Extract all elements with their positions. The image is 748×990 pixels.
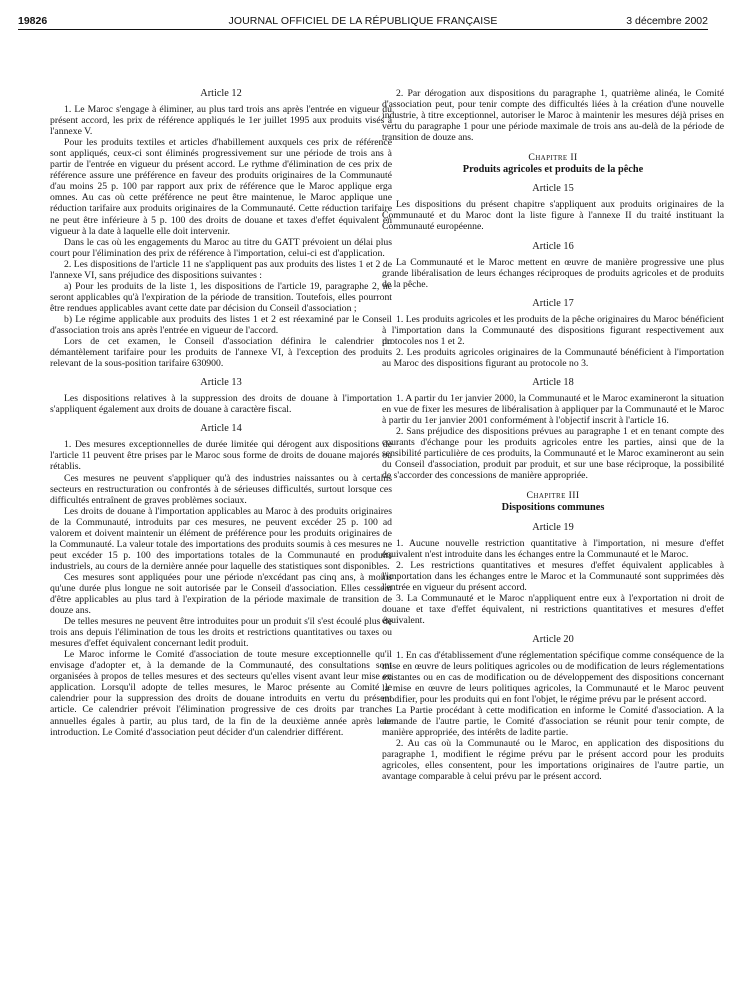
article-20-heading: Article 20 — [532, 633, 574, 645]
article-16-paragraph: La Communauté et le Maroc mettent en œuvre de manière progressive une plus grande libéralisation de leurs échanges réciproques de produits agricoles et de produits de la pêche. — [382, 256, 724, 290]
journal-title: JOURNAL OFFICIEL DE LA RÉPUBLIQUE FRANÇAISE — [228, 15, 498, 27]
article-12-paragraph: 2. Les dispositions de l'article 11 ne s'appliquent pas aux produits des listes 1 et 2 de l'annexe VI, sans préjudice des dispositions suivantes : — [50, 258, 392, 281]
article-14-heading: Article 14 — [200, 423, 242, 435]
article-18-heading: Article 18 — [532, 376, 574, 388]
article-16-heading: Article 16 — [532, 240, 574, 252]
left-column — [50, 88, 392, 738]
issue-date: 3 décembre 2002 — [626, 15, 708, 27]
article-12-paragraph: Lors de cet examen, le Conseil d'association définira le calendrier du démantèlement tarifaire pour les produits de l'annexe VI, à l'exception des produits relevant de la sous-position tarifaire 630900. — [50, 336, 392, 370]
chapter-2-label: Chapitre II — [528, 152, 578, 164]
article-15-heading: Article 15 — [532, 183, 574, 195]
article-13-heading: Article 13 — [200, 377, 242, 389]
article-14-paragraph: 2. Par dérogation aux dispositions du paragraphe 1, quatrième alinéa, le Comité d'association peut, pour tenir compte des difficultés liées à la création d'une nouvelle industrie, à titre exceptionnel, autoriser le Maroc à maintenir les mesures déjà prises en vertu du paragraphe 1 pour une période maximale de trois ans au-delà de la période de transition de douze ans. — [382, 88, 724, 144]
article-12-paragraph: Dans le cas où les engagements du Maroc au titre du GATT prévoient un délai plus court pour l'élimination des prix de référence à l'importation, celui-ci est d'application. — [50, 236, 392, 259]
article-17-paragraph: 1. Les produits agricoles et les produits de la pêche originaires du Maroc bénéficient à l'importation dans la Communauté des dispositions figurant respectivement aux protocoles nos 1 et 2. — [382, 313, 724, 347]
article-14-paragraph: De telles mesures ne peuvent être introduites pour un produit s'il s'est écoulé plus de trois ans depuis l'élimination de tous les droits et restrictions quantitatives ou taxes ou mesures d'effet équivalent concernant ledit produit. — [50, 616, 392, 650]
chapter-3-title: Dispositions communes — [501, 502, 605, 514]
article-20-paragraph: 2. Au cas où la Communauté ou le Maroc, en application des dispositions du paragraphe 1, modifient le régime prévu par le présent accord pour les produits agricoles, elles consentent, pour les importations originaires de l'autre partie, un avantage comparable à celui prévu par le présent accord. — [382, 738, 724, 783]
article-12-paragraph: 1. Le Maroc s'engage à éliminer, au plus tard trois ans après l'entrée en vigueur du présent accord, les prix de référence appliqués le 1er juillet 1995 aux produits visés à l'annexe V. — [50, 104, 392, 138]
article-14-paragraph: Le Maroc informe le Comité d'association de toute mesure exceptionnelle qu'il envisage d'adopter et, à la demande de la Communauté, des consultations sont organisées à propos de telles mesures et des secteurs qu'elles visent avant leur mise en application. Lorsqu'il adopte de telles mesures, le Maroc présente au Comité le calendrier pour la suppression des droits de douane introduits en vertu du présent article. Ce calendrier prévoit l'élimination progressive de ces droits par tranches annuelles égales à partir, au plus tard, de la fin de la deuxième année après leur introduction. Le Comité d'association peut décider d'un calendrier différent. — [50, 649, 392, 738]
article-17-paragraph: 2. Les produits agricoles originaires de la Communauté bénéficient à l'importation au Maroc des dispositions figurant au protocole no 3. — [382, 346, 724, 369]
article-19-heading: Article 19 — [532, 521, 574, 533]
article-12-paragraph: b) Le régime applicable aux produits des listes 1 et 2 est réexaminé par le Conseil d'association trois ans après l'entrée en vigueur de l'accord. — [50, 313, 392, 336]
article-19-paragraph: 3. La Communauté et le Maroc n'appliquent entre eux à l'exportation ni droit de douane et taxe d'effet équivalent, ni restrictions quantitatives et mesures d'effet équivalent. — [382, 592, 724, 626]
header-rule — [18, 29, 708, 30]
article-14-paragraph: 1. Des mesures exceptionnelles de durée limitée qui dérogent aux dispositions de l'article 11 peuvent être prises par le Maroc sous forme de droits de douane majorés ou rétablis. — [50, 439, 392, 473]
article-19-paragraph: 1. Aucune nouvelle restriction quantitative à l'importation, ni mesure d'effet équivalent n'est introduite dans les échanges entre la Communauté et le Maroc. — [382, 537, 724, 560]
article-20-paragraph: 1. En cas d'établissement d'une réglementation spécifique comme conséquence de la mise en œuvre de leurs politiques agricoles ou de modification de leurs réglementations existantes ou en cas de modification ou de développement des dispositions concernant la mise en œuvre de leurs politiques agricoles, la Communauté et le Maroc peuvent modifier, pour les produits qui en font l'objet, le régime prévu par le présent accord. — [382, 649, 724, 706]
article-14-paragraph: Ces mesures sont appliquées pour une période n'excédant pas cinq ans, à moins qu'une durée plus longue ne soit autorisée par le Conseil d'association. Elles cessent d'être applicables au plus tard à l'expiration de la période maximale de transition de douze ans. — [50, 571, 392, 617]
article-14-paragraph: Ces mesures ne peuvent s'appliquer qu'à des industries naissantes ou à certains secteurs en restructuration ou confrontés à de sérieuses difficultés, surtout lorsque ces difficultés entraînent de graves problèmes sociaux. — [50, 472, 392, 506]
chapter-2-title: Produits agricoles et produits de la pêche — [462, 164, 644, 176]
page-number: 19826 — [18, 15, 48, 27]
article-18-paragraph: 2. Sans préjudice des dispositions prévues au paragraphe 1 et en tenant compte des courants d'échange pour les produits agricoles entre les parties, ainsi que de la sensibilité particulière de ces produits, la Communauté et le Maroc examineront au sein du Conseil d'association, produit par produit, et sur une base réciproque, la possibilité de s'accorder des concessions de manière appropriée. — [382, 426, 724, 482]
article-17-heading: Article 17 — [532, 297, 574, 309]
article-12-heading: Article 12 — [200, 88, 242, 99]
article-12-paragraph: Pour les produits textiles et articles d'habillement auxquels ces prix de référence sont appliqués, ceux-ci sont éliminés progressivement sur une période de trois ans à partir de l'entrée en vigueur du présent accord. Le rythme d'élimination de ces prix de référence assure une préférence en faveur des produits originaires de la Communauté d'au moins 25 p. 100 par rapport aux prix de référence que le Maroc applique erga omnes. Au cas où cette préférence ne peut être maintenue, le Maroc applique une réduction tarifaire aux produits originaires de la Communauté. Cette réduction tarifaire ne peut être inférieure à 5 p. 100 des droits de douane et taxes d'effet équivalent en vigueur à la date à laquelle elle doit intervenir. — [50, 137, 392, 237]
article-18-paragraph: 1. A partir du 1er janvier 2000, la Communauté et le Maroc examineront la situation en vue de fixer les mesures de libéralisation à appliquer par la Communauté et le Maroc à partir du 1er janvier 2001 conformément à l'objectif inscrit à l'article 16. — [382, 393, 724, 427]
article-20-paragraph: La Partie procédant à cette modification en informe le Comité d'association. A la demande de l'autre partie, le Comité d'association se réunit pour tenir compte, de manière appropriée, des intérêts de ladite partie. — [382, 705, 724, 739]
right-column — [382, 88, 724, 783]
article-12-paragraph: a) Pour les produits de la liste 1, les dispositions de l'article 19, paragraphe 2, ne seront applicables qu'à l'expiration de la période de transition. Toutefois, elles pourront être rendues applicables avant cette date par décision du Conseil d'association ; — [50, 280, 392, 314]
article-15-paragraph: Les dispositions du présent chapitre s'appliquent aux produits originaires de la Communauté et du Maroc dont la liste figure à l'annexe II du traité instituant la Communauté européenne. — [382, 199, 724, 233]
chapter-3-label: Chapitre III — [526, 490, 580, 502]
article-14-paragraph: Les droits de douane à l'importation applicables au Maroc à des produits originaires de la Communauté, introduits par ces mesures, ne peuvent excéder 25 p. 100 ad valorem et doivent maintenir un élément de préférence pour les produits originaires de la Communauté. La valeur totale des importations des produits soumis à ces mesures ne peut excéder 15 p. 100 des importations totales de la Communauté en produits industriels, au cours de la dernière année pour laquelle des statistiques sont disponibles. — [50, 505, 392, 572]
article-19-paragraph: 2. Les restrictions quantitatives et mesures d'effet équivalent applicables à l'importation dans les échanges entre le Maroc et la Communauté sont supprimées dès l'entrée en vigueur du présent accord. — [382, 559, 724, 593]
article-13-paragraph: Les dispositions relatives à la suppression des droits de douane à l'importation s'appliquent également aux droits de douane à caractère fiscal. — [50, 393, 392, 416]
